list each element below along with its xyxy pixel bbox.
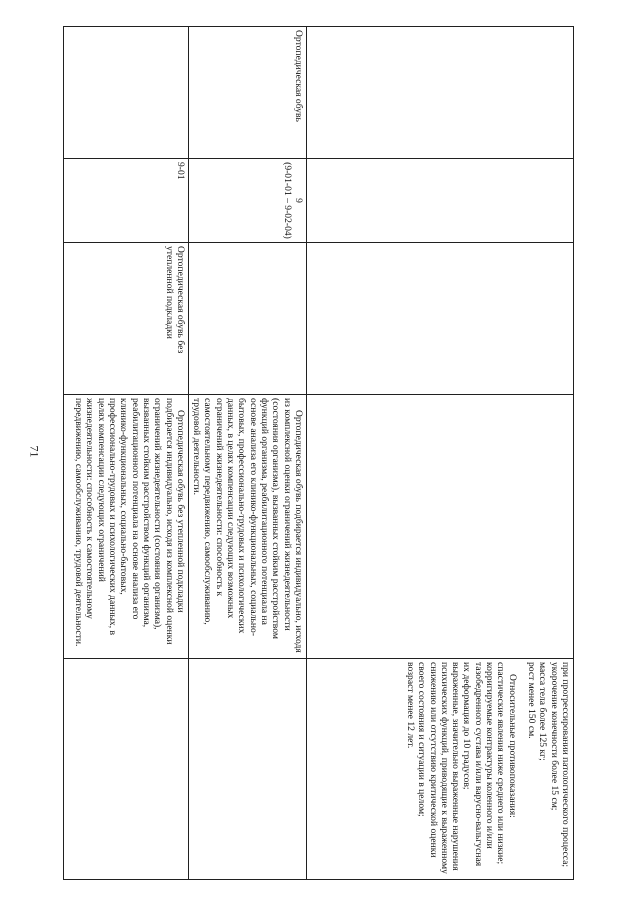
rotated-table-wrapper: [74, 26, 574, 879]
category-cell: [307, 27, 574, 159]
ipra-table: [63, 26, 574, 880]
table-row: [63, 27, 188, 880]
conditions-cell: [307, 659, 574, 880]
name-cell: [188, 243, 306, 395]
code-cell: [188, 159, 306, 243]
category-cell: Ортопедическая обувь: [188, 27, 306, 159]
category-cell: [63, 27, 188, 159]
condition-line: спастические явления ниже среднего или низкие;: [495, 662, 507, 865]
conditions-cell: [188, 659, 306, 880]
condition-line: рост менее 150 см.: [526, 662, 538, 739]
relative-contraindications-title: Относительные противопоказания:: [506, 674, 518, 818]
condition-line: корригируемые контрактуры коленного и/или тазобедренного сустава и/или варусно-вальгусная их деформация до 10 градусов;: [461, 662, 496, 867]
condition-line: укорочение конечности более 15 см;: [548, 662, 560, 811]
page-number: 71: [27, 445, 42, 458]
name-cell: [307, 243, 574, 395]
description-cell: Ортопедическая обувь без утепленной подкладки подбирается индивидуально, исходя из комплексной оценки ограничений жизнедеятельности (состояния организма), вызванных стойким расстройством функций организма, реабилитационного потенциала на основе анализа его клинико-функциональных, социально-бытовых, профессионально-трудовых и психологических данных, в целях компенсации следующих ограничений жизнедеятельности: способность к самостоятельному передвижению, самообслуживанию, трудовой деятельности.: [63, 395, 188, 659]
condition-line: возраст менее 12 лет.: [404, 662, 416, 749]
description-cell: Ортопедическая обувь подбирается индивидуально, исходя из комплексной оценки ограничений жизнедеятельности (состояния организма), вызванных стойким расстройством функций организма, реабилитационного потенциала на основе анализа его клинико-функциональных, социально-бытовых, профессионально-трудовых и психологических данных, в целях компенсации следующих возможных ограничений жизнедеятельности: способность к самостоятельному передвижению, самообслуживанию, трудовой деятельности.: [188, 395, 306, 659]
table-row: [188, 27, 306, 880]
description-cell: [307, 395, 574, 659]
code-cell: 9-01: [63, 159, 188, 243]
condition-line: при прогрессировании патологического процесса;: [560, 662, 571, 868]
spacer: [518, 662, 526, 876]
condition-line: выраженные, значительно выраженные нарушения психических функций, приводящие к выраженному снижению или отсутствию критической оценки своего состояния и ситуации в целом;: [416, 662, 462, 874]
name-cell: Ортопедическая обувь без утепленной подкладки: [63, 243, 188, 395]
code-cell: [307, 159, 574, 243]
conditions-cell: [63, 659, 188, 880]
table-row: [307, 27, 574, 880]
code-text: 9 (9-01-01 – 9-02-04): [281, 162, 304, 239]
condition-line: масса тела более 125 кг;: [537, 662, 549, 761]
